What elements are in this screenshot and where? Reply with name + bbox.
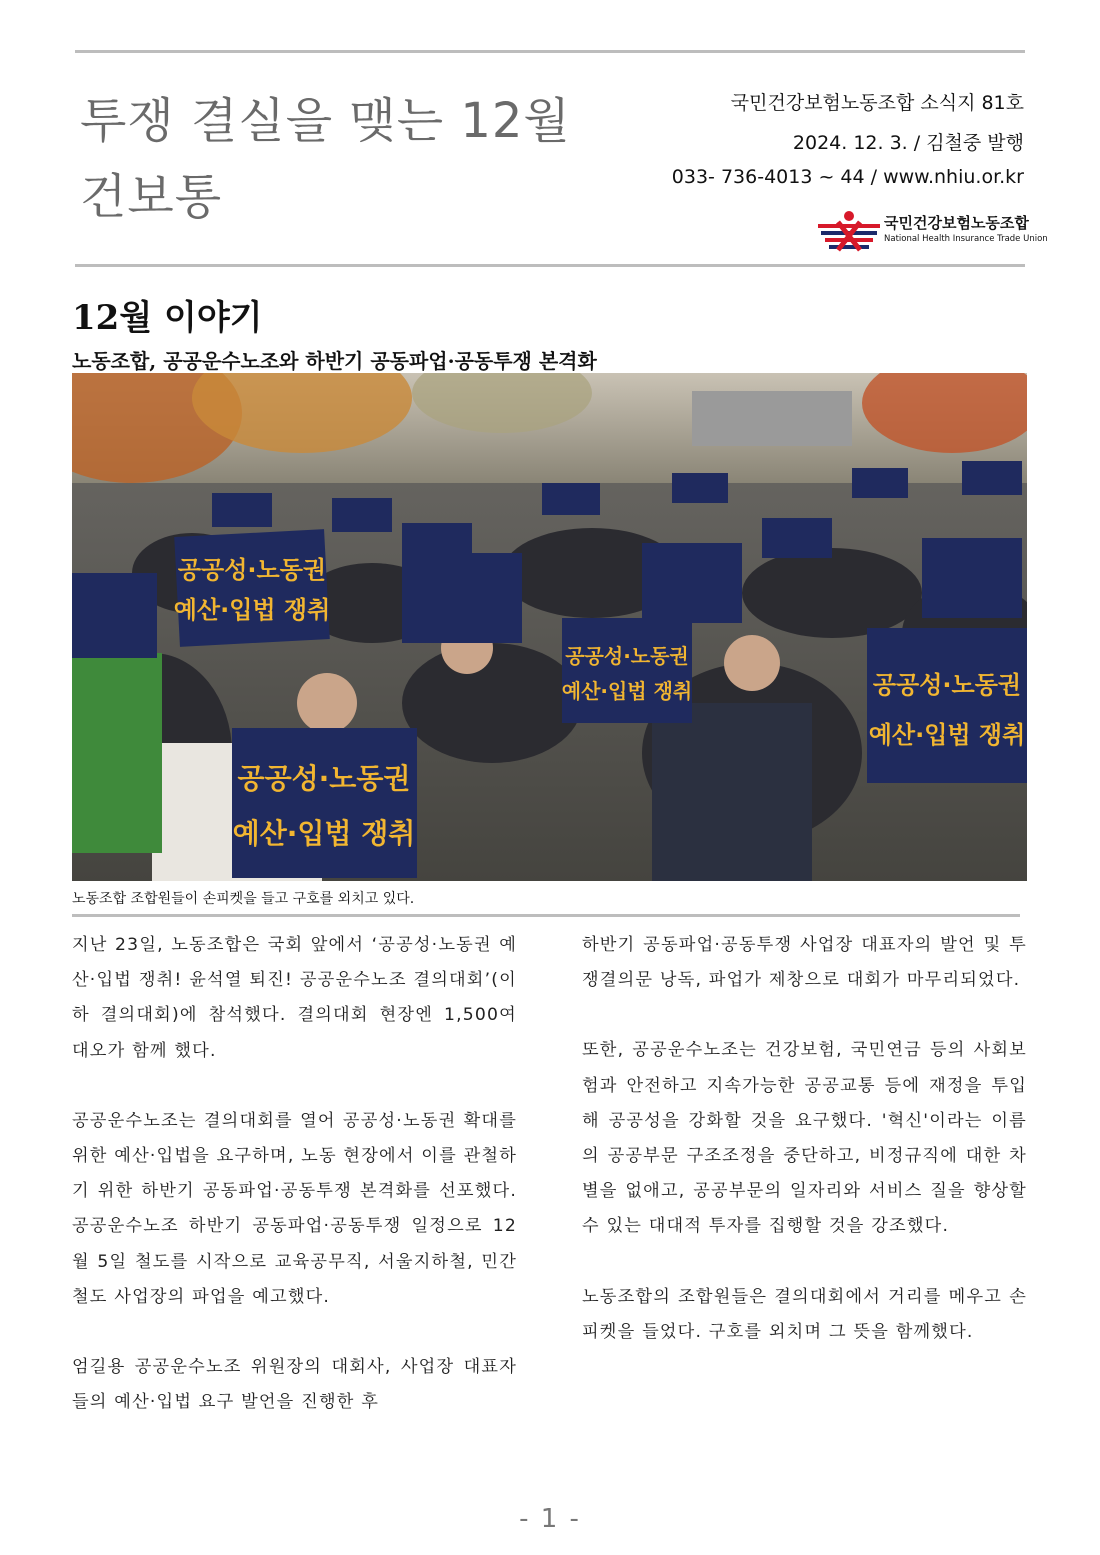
svg-text:예산·입법 쟁취: 예산·입법 쟁취: [868, 721, 1026, 749]
svg-text:공공성·노동권: 공공성·노동권: [237, 762, 411, 795]
svg-text:공공성·노동권: 공공성·노동권: [565, 644, 689, 668]
header-bottom-rule: [75, 264, 1025, 267]
logo-name-korean: 국민건강보험노동조합: [884, 214, 1029, 232]
caption-rule: [72, 914, 1020, 917]
svg-text:공공성·노동권: 공공성·노동권: [872, 671, 1022, 699]
article-column-left: [72, 928, 517, 1455]
svg-text:공공성·노동권: 공공성·노동권: [177, 556, 327, 584]
top-rule: [75, 50, 1025, 53]
protest-sign: [232, 728, 417, 878]
issue-number: 국민건강보험노동조합 소식지 81호: [730, 92, 1024, 114]
svg-text:예산·입법 쟁취: 예산·입법 쟁취: [232, 817, 416, 850]
svg-text:예산·입법 쟁취: 예산·입법 쟁취: [561, 679, 693, 703]
union-logo: [818, 208, 1048, 254]
paragraph: 또한, 공공운수노조는 건강보험, 국민연금 등의 사회보험과 안전하고 지속가능한 공공교통 등에 재정을 투입해 공공성을 강화할 것을 요구했다. '혁신'이라는 이름의 공공부문 구조조정을 중단하고, 비정규직에 대한 차별을 없애고, 공공부문의 일자리와 서비스 질을 향상할 수 있는 대대적 투자를 집행할 것을 강조했다.: [582, 1040, 1027, 1237]
svg-text:예산·입법 쟁취: 예산·입법 쟁취: [173, 596, 331, 624]
paragraph: 하반기 공동파업·공동투쟁 사업장 대표자의 발언 및 투쟁결의문 낭독, 파업가 제창으로 대회가 마무리되었다.: [582, 935, 1027, 991]
paragraph: 공공운수노조는 결의대회를 열어 공공성·노동권 확대를 위한 예산·입법을 요구하며, 노동 현장에서 이를 관철하기 위한 하반기 공동파업·공동투쟁 본격화를 선포했다. 공공운수노조 하반기 공동파업·공동투쟁 일정으로 12월 5일 철도를 시작으로 교육공무직, 서울지하철, 민간철도 사업장의 파업을 예고했다.: [72, 1110, 517, 1307]
issue-date-publisher: 2024. 12. 3. / 김철중 발행: [792, 132, 1024, 154]
page-number: - 1 -: [519, 1504, 581, 1534]
contact-info: 033- 736-4013 ~ 44 / www.nhiu.or.kr: [671, 166, 1024, 188]
newsletter-title-line2: 건보통: [80, 169, 223, 225]
paragraph: 엄길용 공공운수노조 위원장의 대회사, 사업장 대표자들의 예산·입법 요구 발언을 진행한 후: [72, 1357, 517, 1413]
article-column-right: [582, 928, 1027, 1385]
paragraph: 노동조합의 조합원들은 결의대회에서 거리를 메우고 손피켓을 들었다. 구호를 외치며 그 뜻을 함께했다.: [582, 1286, 1027, 1342]
protest-sign: [867, 628, 1027, 783]
newsletter-title-line1: 투쟁 결실을 맺는 12월: [80, 93, 571, 149]
protest-sign: [562, 618, 692, 723]
article-subtitle: 노동조합, 공공운수노조와 하반기 공동파업·공동투쟁 본격화: [72, 349, 597, 373]
paragraph: 지난 23일, 노동조합은 국회 앞에서 ‘공공성·노동권 예산·입법 쟁취! 윤석열 퇴진! 공공운수노조 결의대회’(이하 결의대회)에 참석했다. 결의대회 현장엔 1,500여 대오가 함께 했다.: [72, 935, 517, 1061]
protest-sign: [174, 529, 331, 647]
logo-name-english: National Health Insurance Trade Union: [884, 234, 1048, 244]
union-emblem-icon: [818, 210, 880, 252]
section-title: 12월 이야기: [72, 298, 263, 338]
photo-caption: 노동조합 조합원들이 손피켓을 들고 구호를 외치고 있다.: [72, 891, 415, 907]
rally-photo: [72, 373, 1027, 881]
